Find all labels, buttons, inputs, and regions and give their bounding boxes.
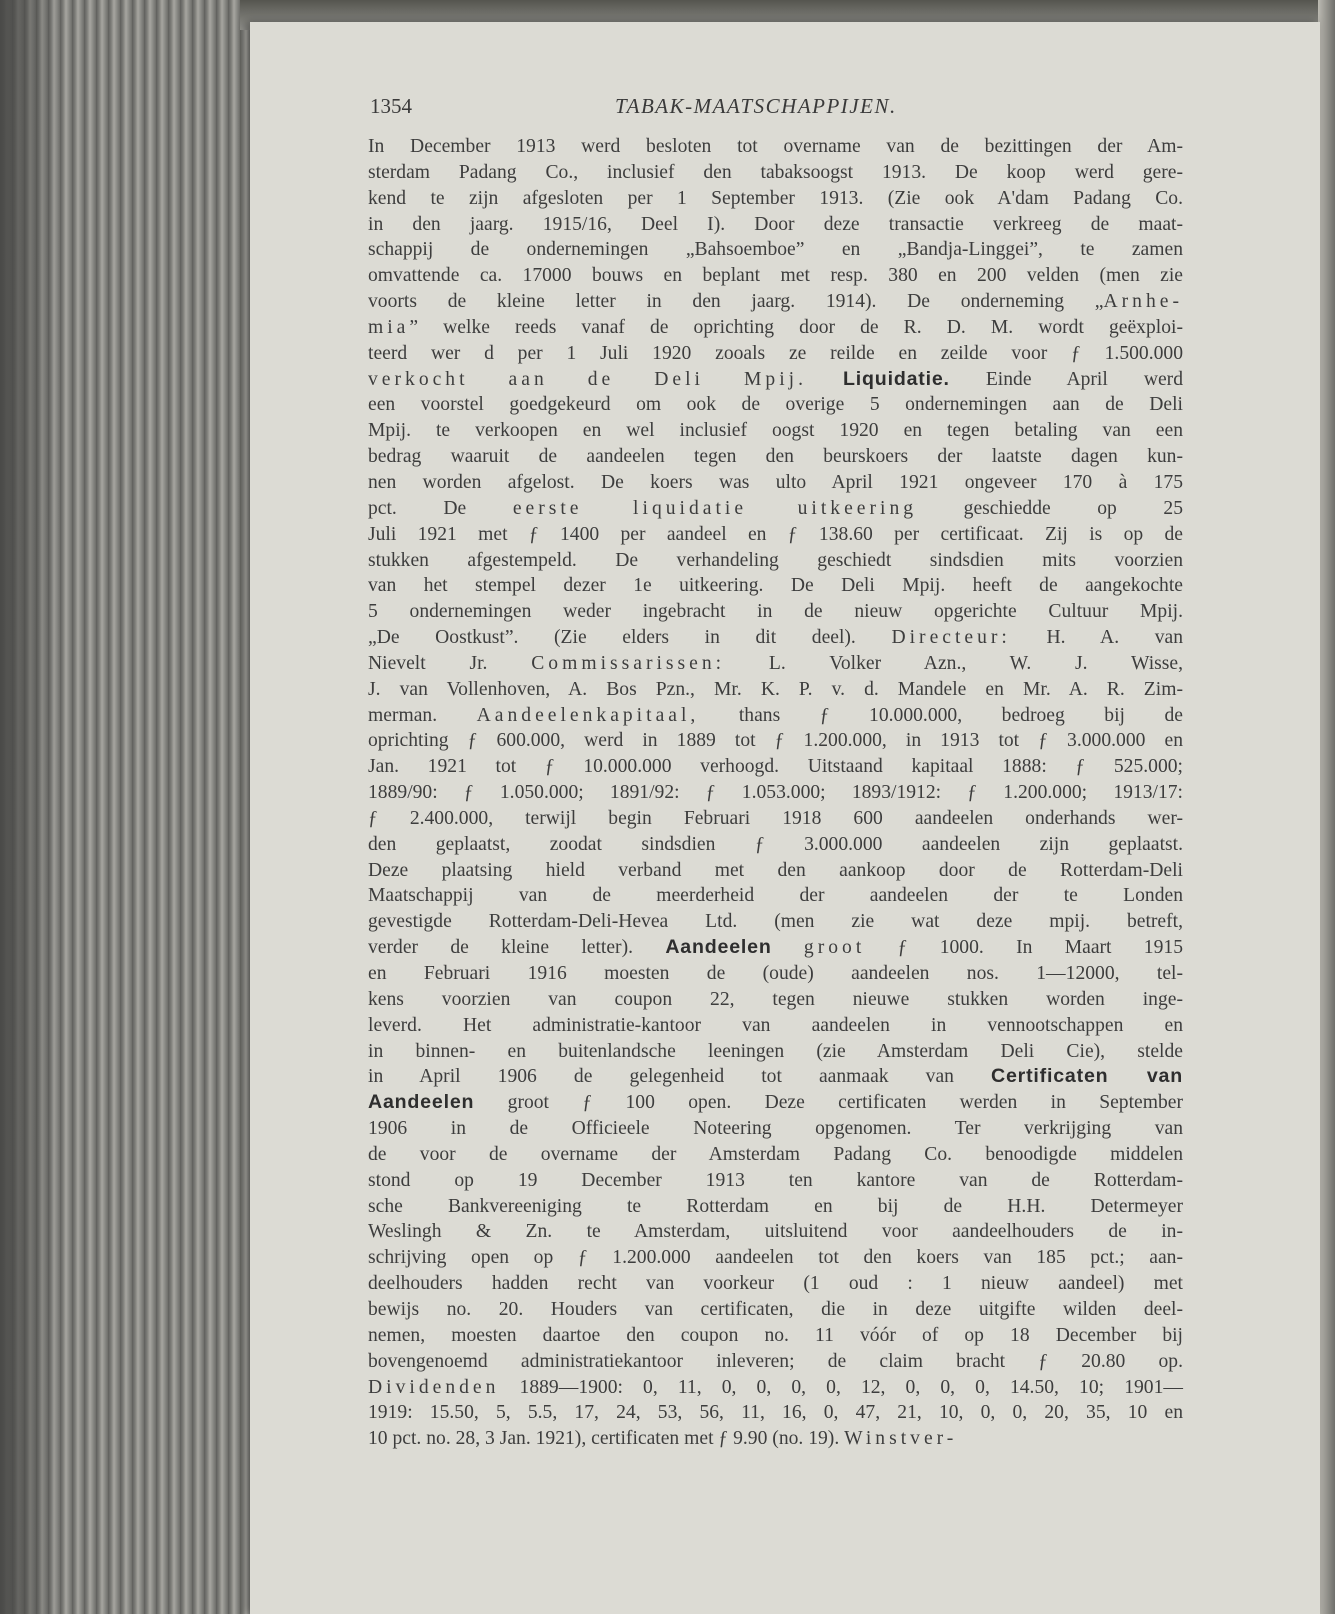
text-line xyxy=(368,1375,1183,1401)
text-run: deelhouders hadden recht van voorkeur (1 oud : 1 nieuw aandeel) met xyxy=(368,1273,1183,1295)
text-run: ƒ 2.400.000, terwijl begin Februari 1918 600 aandeelen onderhands wer- xyxy=(368,807,1183,829)
spaced-emphasis-run: Aandeelenkapitaal, xyxy=(476,704,700,726)
text-run: Maatschappij van de meerderheid der aandeelen der te Londen xyxy=(368,885,1183,907)
text-line xyxy=(368,651,1183,677)
text-run: 10 pct. no. 28, 3 Jan. 1921), certificaten met ƒ 9.90 (no. 19). xyxy=(368,1428,845,1450)
text-line xyxy=(368,186,1183,212)
text-run: een voorstel goedgekeurd om ook de overige 5 ondernemingen aan de Deli xyxy=(368,394,1183,416)
spaced-emphasis-run: Directeur: xyxy=(891,627,1011,649)
text-run: in binnen- en buitenlandsche leeningen (zie Amsterdam Deli Cie), stelde xyxy=(368,1040,1183,1062)
text-run: Einde April werd xyxy=(949,368,1183,390)
text-run: 1919: 15.50, 5, 5.5, 17, 24, 53, 56, 11, 16, 0, 47, 21, 10, 0, 0, 20, 35, 10 en xyxy=(368,1402,1183,1424)
text-run: leverd. Het administratie-kantoor van aandeelen in vennootschappen en xyxy=(368,1014,1183,1036)
text-run: pct. De xyxy=(368,497,513,519)
text-line xyxy=(368,367,1183,393)
text-run: stond op 19 December 1913 ten kantore van de Rotterdam- xyxy=(368,1169,1183,1191)
text-run: nen worden afgelost. De koers was ulto April 1921 ongeveer 170 à 175 xyxy=(368,471,1183,493)
text-line xyxy=(368,728,1183,754)
text-run: merman. xyxy=(368,704,477,726)
text-line xyxy=(368,754,1183,780)
text-run: omvattende ca. 17000 bouws en beplant met resp. 380 en 200 velden (men zie xyxy=(368,265,1183,287)
text-line xyxy=(368,160,1183,186)
text-line xyxy=(368,289,1183,315)
spaced-emphasis-run: verkocht aan de Deli Mpij. xyxy=(368,368,808,390)
text-line xyxy=(368,1064,1183,1090)
text-run: ” welke reeds vanaf de oprichting door de R. D. M. wordt geëxploi- xyxy=(409,316,1183,338)
text-run: bewijs no. 20. Houders van certificaten, die in deze uitgifte wilden deel- xyxy=(368,1298,1183,1320)
text-line xyxy=(368,909,1183,935)
spaced-emphasis-run: Arnhe- xyxy=(1103,291,1183,313)
text-run: schrijving open op ƒ 1.200.000 aandeelen tot den koers van 185 pct.; aan- xyxy=(368,1247,1183,1269)
text-line xyxy=(368,470,1183,496)
text-line xyxy=(368,935,1183,961)
text-line xyxy=(368,263,1183,289)
text-run: Weslingh & Zn. te Amsterdam, uitsluitend voor aandeelhouders de in- xyxy=(368,1221,1183,1243)
text-line xyxy=(368,548,1183,574)
text-line xyxy=(368,961,1183,987)
text-run: oprichting ƒ 600.000, werd in 1889 tot ƒ 1.200.000, in 1913 tot ƒ 3.000.000 en xyxy=(368,730,1183,752)
text-line xyxy=(368,418,1183,444)
text-line xyxy=(368,703,1183,729)
text-line xyxy=(368,1168,1183,1194)
text-line xyxy=(368,1142,1183,1168)
text-line xyxy=(368,522,1183,548)
text-run: in April 1906 de gelegenheid tot aanmaak van xyxy=(368,1066,992,1088)
text-line xyxy=(368,1116,1183,1142)
text-line xyxy=(368,134,1183,160)
text-run xyxy=(807,369,843,390)
text-run: Jan. 1921 tot ƒ 10.000.000 verhoogd. Uitstaand kapitaal 1888: ƒ 525.000; xyxy=(368,756,1183,778)
text-run: Juli 1921 met ƒ 1400 per aandeel en ƒ 138.60 per certificaat. Zij is op de xyxy=(368,523,1183,545)
text-run: H. A. van xyxy=(1010,627,1183,649)
text-line xyxy=(368,1297,1183,1323)
text-run: kend te zijn afgesloten per 1 September 1913. (Zie ook A'dam Padang Co. xyxy=(368,187,1183,209)
text-run: den geplaatst, zoodat sindsdien ƒ 3.000.000 aandeelen zijn geplaatst. xyxy=(368,833,1183,855)
bold-heading-run: Liquidatie. xyxy=(843,367,950,390)
bold-heading-run: Aandeelen xyxy=(665,936,772,959)
text-run: Nievelt Jr. xyxy=(368,652,532,674)
text-line xyxy=(368,1194,1183,1220)
text-line xyxy=(368,444,1183,470)
text-run: sterdam Padang Co., inclusief den tabaksoogst 1913. De koop werd gere- xyxy=(368,161,1183,183)
text-run: sche Bankvereeniging te Rotterdam en bij de H.H. Determeyer xyxy=(368,1195,1183,1217)
text-run: 1889—1900: 0, 11, 0, 0, 0, 0, 12, 0, 0, 0, 14.50, 10; 1901— xyxy=(499,1376,1183,1398)
text-line xyxy=(368,392,1183,418)
text-line xyxy=(368,1090,1183,1116)
bold-heading-run: Certificaten van xyxy=(991,1065,1183,1088)
book-edge-shadow xyxy=(0,0,60,1614)
text-run: Deze plaatsing hield verband met den aankoop door de Rotterdam-Deli xyxy=(368,859,1183,881)
text-line xyxy=(368,599,1183,625)
text-line xyxy=(368,858,1183,884)
text-run: kens voorzien van coupon 22, tegen nieuwe stukken worden inge- xyxy=(368,988,1183,1010)
text-run: bedrag waaruit de aandeelen tegen den beurskoers der laatste dagen kun- xyxy=(368,446,1183,468)
spaced-emphasis-run: groot xyxy=(803,937,866,959)
text-line xyxy=(368,625,1183,651)
text-run: 1906 in de Officieele Noteering opgenomen. Ter verkrijging van xyxy=(368,1118,1183,1140)
text-run: 1889/90: ƒ 1.050.000; 1891/92: ƒ 1.053.000; 1893/1912: ƒ 1.200.000; 1913/17: xyxy=(368,782,1183,804)
text-run xyxy=(772,937,804,958)
text-line xyxy=(368,677,1183,703)
text-run: van het stempel dezer 1e uitkeering. De Deli Mpij. heeft de aangekochte xyxy=(368,575,1183,597)
text-run: bovengenoemd administratiekantoor inleveren; de claim bracht ƒ 20.80 op. xyxy=(368,1350,1183,1372)
spaced-emphasis-run: Winstver- xyxy=(844,1428,958,1450)
text-run: L. Volker Azn., W. J. Wisse, xyxy=(725,652,1183,674)
text-line xyxy=(368,1271,1183,1297)
text-run: thans ƒ 10.000.000, bedroeg bij de xyxy=(699,704,1183,726)
text-run: in den jaarg. 1915/16, Deel I). Door deze transactie verkreeg de maat- xyxy=(368,213,1183,235)
text-line xyxy=(368,573,1183,599)
text-line xyxy=(368,212,1183,238)
text-run: voorts de kleine letter in den jaarg. 1914). De onderneming „ xyxy=(368,291,1104,313)
text-run: gevestigde Rotterdam-Deli-Hevea Ltd. (men zie wat deze mpij. betreft, xyxy=(368,911,1183,933)
body-paragraph xyxy=(368,134,1183,1452)
text-line xyxy=(368,496,1183,522)
text-line xyxy=(368,1039,1183,1065)
text-line xyxy=(368,1323,1183,1349)
text-line xyxy=(368,315,1183,341)
text-line xyxy=(368,1400,1183,1426)
text-run: nemen, moesten daartoe den coupon no. 11 vóór of op 18 December bij xyxy=(368,1324,1183,1346)
text-run: en Februari 1916 moesten de (oude) aandeelen nos. 1—12000, tel- xyxy=(368,963,1183,984)
text-run: geschiedde op 25 xyxy=(917,497,1183,519)
text-run: Mpij. te verkoopen en wel inclusief oogst 1920 en tegen betaling van een xyxy=(368,420,1183,442)
text-line xyxy=(368,341,1183,367)
text-line xyxy=(368,780,1183,806)
text-line xyxy=(368,806,1183,832)
text-line xyxy=(368,237,1183,263)
text-line xyxy=(368,987,1183,1013)
text-run: groot ƒ 100 open. Deze certificaten werden in September xyxy=(474,1092,1183,1114)
text-run: de voor de overname der Amsterdam Padang Co. benoodigde middelen xyxy=(368,1143,1183,1165)
text-run: 5 ondernemingen weder ingebracht in de nieuw opgerichte Cultuur Mpij. xyxy=(368,601,1183,623)
text-line xyxy=(368,1426,1183,1452)
text-run: „De Oostkust”. (Zie elders in dit deel). xyxy=(368,627,892,649)
text-line xyxy=(368,1219,1183,1245)
text-line xyxy=(368,1245,1183,1271)
text-run: verder de kleine letter). xyxy=(368,937,666,959)
spaced-emphasis-run: Commissarissen: xyxy=(531,652,726,674)
text-line xyxy=(368,1349,1183,1375)
spaced-emphasis-run: mia xyxy=(368,316,410,338)
text-run: teerd wer d per 1 Juli 1920 zooals ze reilde en zeilde voor ƒ 1.500.000 xyxy=(368,342,1183,364)
text-run: schappij de ondernemingen „Bahsoemboe” en „Bandja-Linggei”, te zamen xyxy=(368,239,1183,261)
text-line xyxy=(368,883,1183,909)
bold-heading-run: Aandeelen xyxy=(368,1091,475,1114)
page-header xyxy=(370,94,1220,124)
page-number: 1354 xyxy=(370,94,412,118)
text-line xyxy=(368,1013,1183,1039)
spaced-emphasis-run: Dividenden xyxy=(368,1376,500,1398)
right-page-edge xyxy=(1318,0,1335,1614)
text-run: ƒ 1000. In Maart 1915 xyxy=(865,937,1183,959)
book-page xyxy=(250,22,1320,1614)
text-run: In December 1913 werd besloten tot overname van de bezittingen der Am- xyxy=(368,136,1183,157)
text-run: stukken afgestempeld. De verhandeling geschiedt sindsdien mits voorzien xyxy=(368,549,1183,571)
text-line xyxy=(368,832,1183,858)
running-title: TABAK-MAATSCHAPPIJEN. xyxy=(615,94,897,118)
text-run: J. van Vollenhoven, A. Bos Pzn., Mr. K. P. v. d. Mandele en Mr. A. R. Zim- xyxy=(368,678,1183,700)
spaced-emphasis-run: eerste liquidatie uitkeering xyxy=(512,497,918,519)
